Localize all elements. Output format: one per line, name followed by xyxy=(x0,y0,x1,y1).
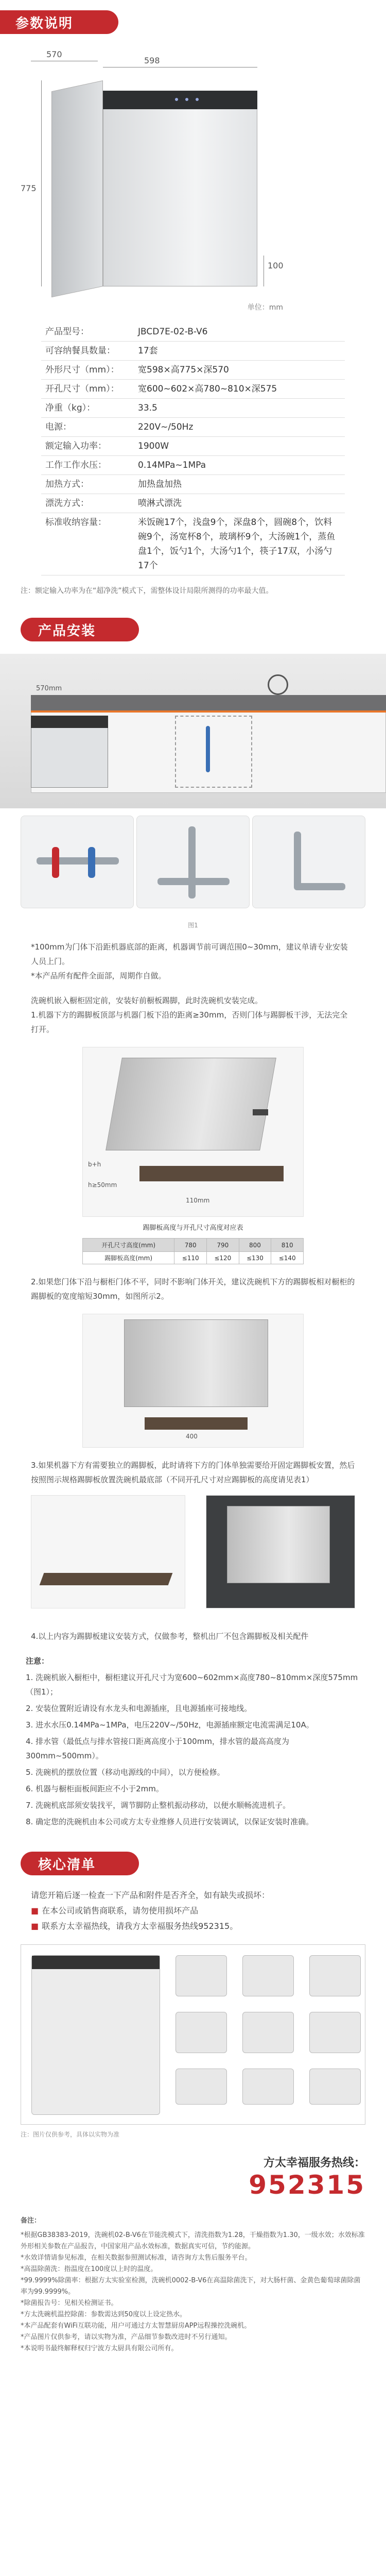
spec-value: 米饭碗17个，浅盘9个，深盘8个，圆碗8个，饮料碗9个，汤宽杯8个，玻璃杯9个，大汤碗1个，蒸鱼盘1个，饭勺1个，大汤勺1个，筷子17双，小汤勺17个 xyxy=(134,513,345,575)
kickboard xyxy=(145,1417,248,1430)
kickboard-illus-right xyxy=(206,1495,355,1608)
spec-key: 开孔尺寸（mm）： xyxy=(41,380,134,399)
edge-highlight xyxy=(31,710,386,713)
spec-row xyxy=(41,323,345,342)
accessory-item xyxy=(309,2012,361,2053)
table-header-cell: 开孔尺寸高度(mm) xyxy=(83,1239,174,1252)
install-para-2: 洗碗机嵌入橱柜固定前，安装好前橱板踢脚，此时洗碗机安装完成。 xyxy=(31,996,263,1005)
list-item: 2. 安装位置附近请设有水龙头和电源插座，且电源插座可接地线。 xyxy=(26,1704,252,1713)
accessory-item xyxy=(176,1955,227,1996)
install-para-4: 2.如果您门体下沿与橱柜门体不平，同时不影响门体开关，建议洗碗机下方的踢脚板相对橱柜的踢脚板的宽度缩短30mm，如图所示2。 xyxy=(31,1277,355,1301)
install-note-1: *100mm为门体下沿距机器底部的距离，机器调节前可调范围0~30mm，建议单请专业安装人员上门。 xyxy=(31,942,348,966)
spec-value: 220V~/50Hz xyxy=(134,418,345,437)
spec-value: 宽598×高775×深570 xyxy=(134,361,345,380)
dim-small-label: 100 xyxy=(268,261,284,270)
spec-row xyxy=(41,342,345,361)
door-panel xyxy=(227,1506,330,1583)
list-item: 8. 确定您的洗碗机由本公司或方太专业维修人员进行安装调试，以保证安装时准确。 xyxy=(26,1817,314,1826)
spec-key: 加热方式： xyxy=(41,475,134,494)
kickboard xyxy=(139,1166,284,1181)
product-panel xyxy=(32,1956,160,1969)
accessory-item xyxy=(242,1955,294,1996)
spec-row xyxy=(41,380,345,399)
spec-row xyxy=(41,418,345,437)
sink-cabinet xyxy=(175,716,252,788)
dim-height-label: 775 xyxy=(21,183,37,193)
kickboard-illus-left xyxy=(31,1495,185,1608)
spec-note: 注：额定输入功率为在“超净洗”模式下，需整体设计局限所测得的功率最大值。 xyxy=(21,587,273,595)
kickboard-illustration-2 xyxy=(82,1314,304,1448)
footnote-line: *本产品配套有WiFi互联功能，用户可通过方太智慧厨房APP远程操控洗碗机。 xyxy=(21,2322,251,2330)
package-option-1-text: 在本公司或销售商联系，请勿使用损坏产品 xyxy=(42,1906,199,1916)
spec-row xyxy=(41,456,345,475)
bullet-icon: ■ xyxy=(31,1906,39,1916)
footnote-line: *水效详情请参见标准，在相关数据参照测试标准，请咨询方太售后服务平台。 xyxy=(21,2254,252,2262)
table-cell: 踢脚板高度(mm) xyxy=(83,1252,174,1264)
pipe-detail-3 xyxy=(252,816,365,908)
accessory-item xyxy=(176,2069,227,2105)
spec-value: 17套 xyxy=(134,342,345,361)
install-para-3: 1.机器下方的踢脚板顶部与机器门板下沿的距离≥30mm，否则门体与踢脚板干涉，无法完全打开。 xyxy=(31,1010,348,1034)
dim-width-label: 598 xyxy=(144,56,160,65)
package-contents-box xyxy=(21,1944,365,2125)
table-cell: ≤110 xyxy=(174,1252,207,1264)
dim-height-line xyxy=(41,80,42,286)
accessory-item xyxy=(309,2069,361,2105)
tube xyxy=(37,857,119,865)
led-icon xyxy=(175,98,178,101)
section-title-spec: 参数说明 xyxy=(0,10,118,34)
package-option-1 xyxy=(31,1903,355,1919)
led-icon xyxy=(196,98,199,101)
hotline-block xyxy=(21,2154,365,2200)
list-item: 3. 进水水压0.14MPa~1MPa，电压220V~/50Hz，电源插座额定电流需满足10A。 xyxy=(26,1720,314,1730)
spec-key: 产品型号： xyxy=(41,323,134,342)
water-pipe xyxy=(206,726,210,772)
fig-dim-a: b+h xyxy=(88,1161,101,1168)
tube xyxy=(294,832,301,888)
package-intro-text: 请您开箱后逐一检查一下产品和附件是否齐全，如有缺失或损坏： xyxy=(31,1890,270,1900)
install-para-6: 4.以上内容为踢脚板建议安装方式，仅做参考，整机出厂不包含踢脚板及相关配件 xyxy=(31,1632,309,1641)
spec-value: JBCD7E-02-B-V6 xyxy=(134,323,345,342)
bullet-icon: ■ xyxy=(31,1921,39,1931)
list-item: 1. 洗碗机嵌入橱柜中，橱柜建议开孔尺寸为宽600~602mm×高度780~810mm×深度575mm（图1）； xyxy=(26,1673,358,1697)
spec-table xyxy=(41,323,345,575)
dishwasher-panel xyxy=(31,716,108,728)
dishwasher-side xyxy=(51,80,103,297)
spec-value: 加热盘加热 xyxy=(134,475,345,494)
spec-row xyxy=(41,513,345,575)
install-notice-list xyxy=(26,1654,360,1829)
table-cell: ≤130 xyxy=(239,1252,271,1264)
dishwasher-front xyxy=(103,91,257,286)
table-cell: ≤140 xyxy=(271,1252,304,1264)
package-note: 注：图片仅供参考，具体以实物为准 xyxy=(21,2131,120,2138)
accessory-item xyxy=(176,2012,227,2053)
spec-key: 电源： xyxy=(41,418,134,437)
spec-key: 工作工作水压： xyxy=(41,456,134,475)
table-cell: ≤120 xyxy=(206,1252,239,1264)
fig-dim-400: 400 xyxy=(186,1433,198,1440)
dim-depth-label: 570 xyxy=(46,49,62,59)
footnotes-head: 备注： xyxy=(21,2217,41,2225)
faucet-icon xyxy=(268,674,288,695)
pipe-detail-1 xyxy=(21,816,134,908)
section-title-install: 产品安装 xyxy=(21,618,139,641)
spec-row xyxy=(41,399,345,418)
table-title: 踢脚板高度与开孔尺寸高度对应表 xyxy=(143,1224,243,1232)
spec-value: 1900W xyxy=(134,437,345,456)
spec-row xyxy=(41,475,345,494)
spec-row xyxy=(41,437,345,456)
list-item: 7. 洗碗机底部须安装找平，调节脚防止整机振动移动，以便水顺畅流进机子。 xyxy=(26,1801,291,1810)
hinge xyxy=(253,1109,268,1115)
accessory-item xyxy=(242,2012,294,2053)
fig-dim-b: h≥50mm xyxy=(88,1181,117,1189)
figure-caption-1: 图1 xyxy=(188,922,198,929)
kickboard xyxy=(40,1573,173,1585)
spec-key: 外形尺寸（mm）： xyxy=(41,361,134,380)
led-icon xyxy=(185,98,188,101)
accessory-item xyxy=(309,1955,361,1996)
list-title: 注意： xyxy=(26,1656,49,1666)
pipe-detail-row xyxy=(0,816,386,919)
footnote-line: *本说明书最终解释权归宁波方太厨具有限公司所有。 xyxy=(21,2345,178,2352)
footnote-line: *产品图片仅供参考，请以实物为准，产品细节参数改进时不另行通知。 xyxy=(21,2333,232,2341)
spec-row xyxy=(41,494,345,513)
install-note-1b: *本产品所有配件全面部，周期作自做。 xyxy=(31,971,166,980)
blue-valve xyxy=(88,847,95,878)
package-intro xyxy=(31,1888,355,1934)
tube xyxy=(294,883,345,890)
footnote-line: *高温除菌洗：指温度在100度以上时的温度。 xyxy=(21,2265,157,2273)
countertop xyxy=(31,695,386,710)
spec-value: 宽600~602×高780~810×深575 xyxy=(134,380,345,399)
spec-value: 0.14MPa~1MPa xyxy=(134,456,345,475)
hotline-number: 952315 xyxy=(249,2170,365,2200)
kitchen-dim-label: 570mm xyxy=(36,685,62,692)
kitchen-illustration xyxy=(0,654,386,808)
spec-key: 标准收纳容量： xyxy=(41,513,134,575)
spec-row xyxy=(41,361,345,380)
spec-key: 漂洗方式： xyxy=(41,494,134,513)
package-option-2-text: 联系方太幸福热线，请我方太幸福服务热线952315。 xyxy=(42,1921,238,1931)
dimension-diagram xyxy=(0,34,386,323)
package-option-2 xyxy=(31,1919,355,1934)
accessory-grid xyxy=(176,1955,371,2110)
footnote-line: *99.9999%除菌率：根据方太实验室检测，洗碗机0002-B-V6在高温除菌洗下，对大肠杆菌、金黄色葡萄球菌除菌率为99.9999%。 xyxy=(21,2277,361,2296)
footnotes xyxy=(21,2215,365,2354)
install-para-5: 3.如果机器下方有需要独立的踢脚板，此时请将下方的门体单独需要给开固定踢脚板安置，然后按照图示规格踢脚板放置洗碗机最底部（不同开孔尺寸对应踢脚板的高度请见表1） xyxy=(31,1461,355,1484)
dishwasher-product xyxy=(31,1955,160,2115)
footnote-line: *根据GB38383-2019，洗碗机02-B-V6在节能洗模式下，清洗指数为1.28，干燥指数为1.30，一级水效；水效标准外形相关参数在产品报告，中国家用产品水效标准，数据真实可信，节约能源。 xyxy=(21,2231,365,2250)
table-header-cell: 780 xyxy=(174,1239,207,1252)
spec-key: 额定输入功率： xyxy=(41,437,134,456)
spec-key: 净重（kg）： xyxy=(41,399,134,418)
door-panel xyxy=(124,1319,268,1407)
spec-key: 可容纳餐具数量： xyxy=(41,342,134,361)
tube xyxy=(157,878,230,885)
unit-note: 单位：mm xyxy=(247,303,283,312)
control-panel xyxy=(103,91,257,109)
list-item: 6. 机器与橱柜面板间距应不小于2mm。 xyxy=(26,1784,164,1793)
table-header-cell: 800 xyxy=(239,1239,271,1252)
section-title-package: 核心清单 xyxy=(21,1852,139,1875)
fig-dim-c: 110mm xyxy=(186,1197,210,1204)
spec-value: 33.5 xyxy=(134,399,345,418)
red-valve xyxy=(52,847,59,878)
tube xyxy=(188,826,196,899)
kickboard-illustration-1 xyxy=(82,1047,304,1217)
pipe-detail-2 xyxy=(136,816,250,908)
spec-value: 喷淋式漂洗 xyxy=(134,494,345,513)
footnote-line: *方太洗碗机温控除菌：参数需达到50度以上设定热水。 xyxy=(21,2311,187,2318)
table-header-cell: 790 xyxy=(206,1239,239,1252)
table-header-cell: 810 xyxy=(271,1239,304,1252)
kickboard-height-table xyxy=(82,1238,304,1264)
list-item: 5. 洗碗机的摆放位置（移动电源线的中间），以方便检修。 xyxy=(26,1768,225,1777)
door-panel xyxy=(106,1058,276,1150)
accessory-item xyxy=(242,2069,294,2105)
kickboard-illustration-3 xyxy=(21,1495,365,1619)
footnote-line: *除菌报告号：见相关检测证书。 xyxy=(21,2299,118,2307)
hotline-title: 方太幸福服务热线： xyxy=(263,2157,365,2170)
list-item: 4. 排水管（最低点与排水管接口距离高度小于100mm，排水管的最高高度为300mm~500mm）。 xyxy=(26,1737,289,1760)
